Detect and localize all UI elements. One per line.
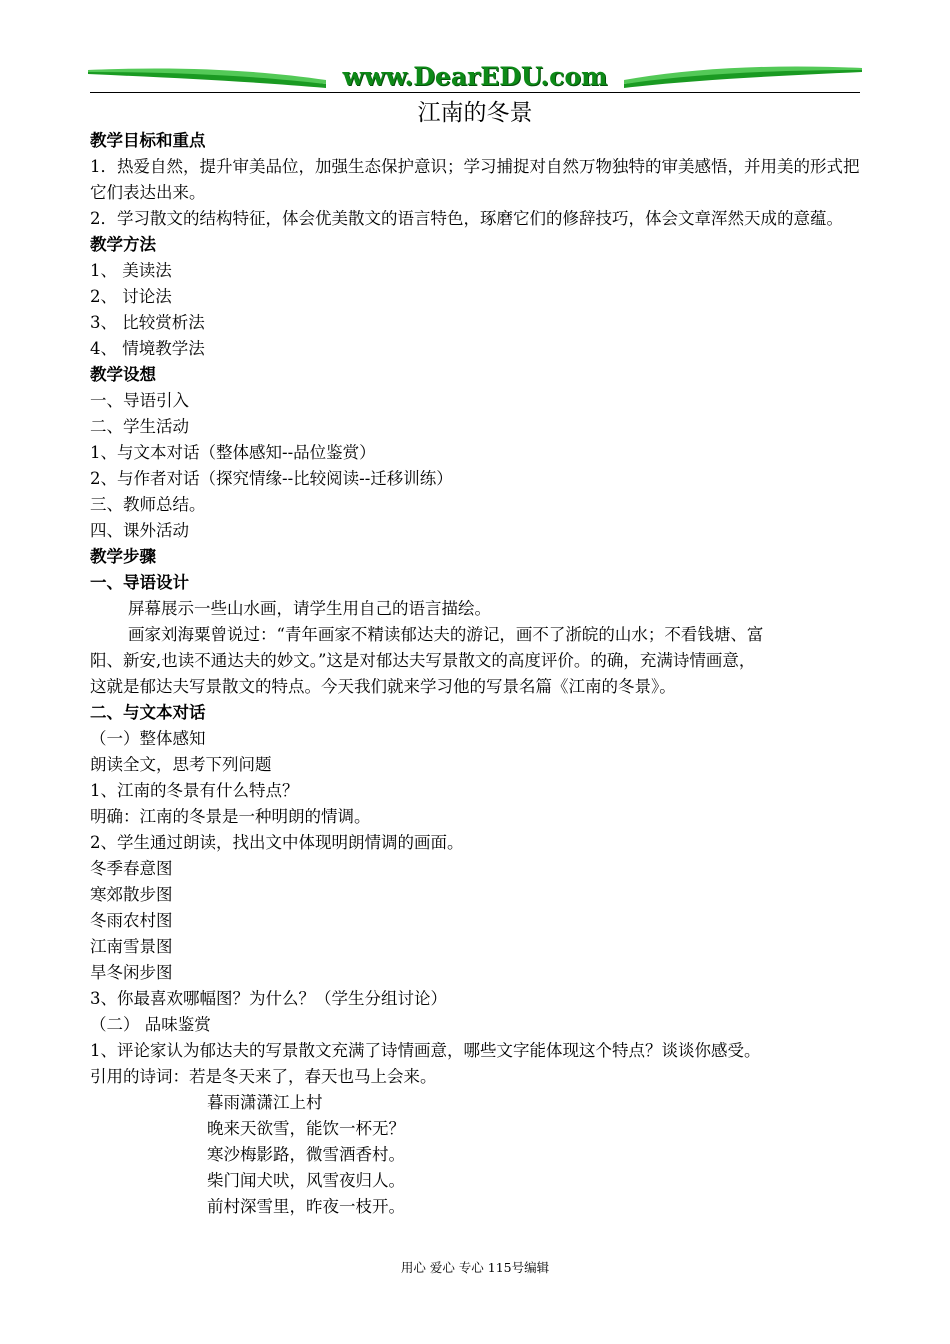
text-line: 一、导语引入 <box>90 391 189 410</box>
text-line: 晚来天欲雪，能饮一杯无？ <box>207 1119 405 1138</box>
text-line: 屏幕展示一些山水画，请学生用自己的语言描绘。 <box>128 599 491 618</box>
section-heading: 教学方法 <box>90 235 156 254</box>
text-line: 1、与文本对话（整体感知--品位鉴赏） <box>90 443 376 462</box>
text-line: 3、你最喜欢哪幅图？为什么？（学生分组讨论） <box>90 989 447 1008</box>
text-line: 暮雨潇潇江上村 <box>207 1093 323 1112</box>
text-line: 画家刘海粟曾说过：“青年画家不精读郁达夫的游记，画不了浙皖的山水；不看钱塘、富 <box>128 625 764 644</box>
text-line: （一）整体感知 <box>90 729 206 748</box>
text-line: 寒沙梅影路，微雪酒香村。 <box>207 1145 405 1164</box>
header-rule <box>90 92 860 93</box>
text-line: 2．学习散文的结构特征，体会优美散文的语言特色，琢磨它们的修辞技巧，体会文章浑然天成的意蕴。 <box>90 209 843 228</box>
text-line: 阳、新安,也读不通达夫的妙文。”这是对郁达夫写景散文的高度评价。的确，充满诗情画意， <box>90 651 756 670</box>
text-line: 朗读全文，思考下列问题 <box>90 755 272 774</box>
text-line: 前村深雪里，昨夜一枝开。 <box>207 1197 405 1216</box>
section-heading: 教学步骤 <box>90 547 156 566</box>
text-line: 2、 讨论法 <box>90 287 172 306</box>
section-heading: 一、导语设计 <box>90 573 189 592</box>
text-line: （二） 品味鉴赏 <box>90 1015 211 1034</box>
text-line: 1、评论家认为郁达夫的写景散文充满了诗情画意，哪些文字能体现这个特点？谈谈你感受。 <box>90 1041 761 1060</box>
text-line: 二、学生活动 <box>90 417 189 436</box>
text-line: 柴门闻犬吠，风雪夜归人。 <box>207 1171 405 1190</box>
text-line: 旱冬闲步图 <box>90 963 173 982</box>
text-line: 2、学生通过朗读，找出文中体现明朗情调的画面。 <box>90 833 464 852</box>
section-heading: 教学目标和重点 <box>90 131 206 150</box>
text-line: 1、江南的冬景有什么特点？ <box>90 781 299 800</box>
text-line: 冬雨农村图 <box>90 911 173 930</box>
text-line: 冬季春意图 <box>90 859 173 878</box>
text-line: 江南雪景图 <box>90 937 173 956</box>
text-line: 明确：江南的冬景是一种明朗的情调。 <box>90 807 371 826</box>
site-logo-text: www.DearEDU.com <box>342 62 608 91</box>
page-title: 江南的冬景 <box>417 100 533 126</box>
text-line: 1、 美读法 <box>90 261 172 280</box>
text-line: 4、 情境教学法 <box>90 339 205 358</box>
text-line: 三、教师总结。 <box>90 495 206 514</box>
section-heading: 二、与文本对话 <box>90 703 206 722</box>
text-line: 这就是郁达夫写景散文的特点。今天我们就来学习他的写景名篇《江南的冬景》。 <box>90 677 676 696</box>
section-heading: 教学设想 <box>90 365 156 384</box>
text-line: 引用的诗词：若是冬天来了，春天也马上会来。 <box>90 1067 437 1086</box>
text-line: 3、 比较赏析法 <box>90 313 205 332</box>
document-body <box>90 128 865 1220</box>
text-line: 2、与作者对话（探究情缘--比较阅读--迁移训练） <box>90 469 453 488</box>
header-banner <box>88 60 862 94</box>
page-footer: 用心 爱心 专心 115号编辑 <box>400 1260 550 1275</box>
text-line: 寒郊散步图 <box>90 885 173 904</box>
text-line: 1．热爱自然，提升审美品位，加强生态保护意识；学习捕捉对自然万物独特的审美感悟，并用美的形式把它们表达出来。 <box>90 157 860 202</box>
text-line: 四、课外活动 <box>90 521 189 540</box>
